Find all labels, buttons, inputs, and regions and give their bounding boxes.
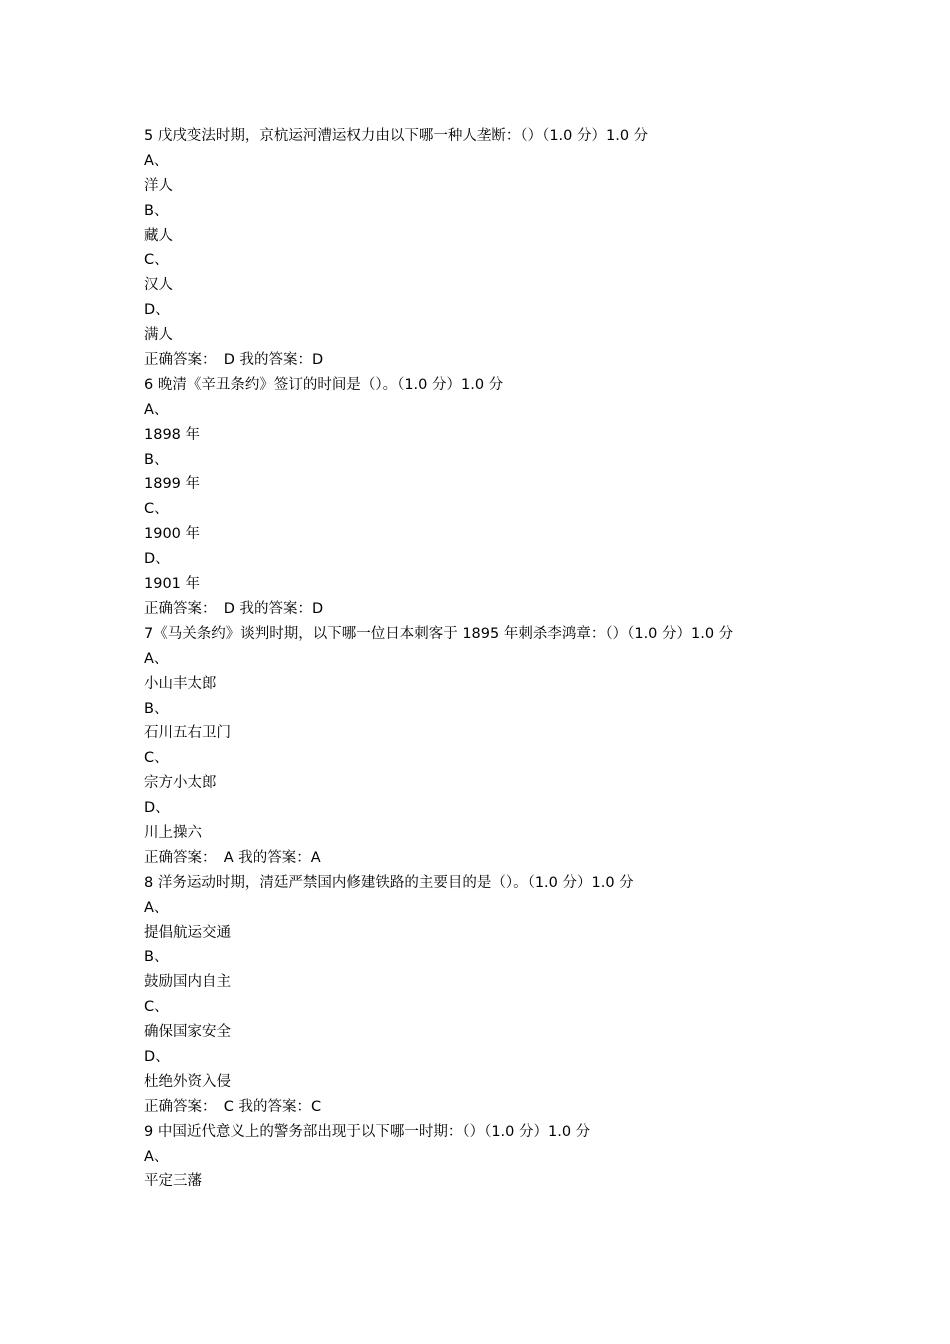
option-letter: A、 bbox=[144, 152, 169, 169]
option-text: 洋人 bbox=[144, 177, 173, 194]
question-stem: 9 中国近代意义上的警务部出现于以下哪一时期：（）（1.0 分）1.0 分 bbox=[144, 1123, 591, 1140]
question-8 bbox=[144, 871, 824, 1120]
answer-line: 正确答案： D 我的答案：D bbox=[144, 352, 324, 369]
question-7 bbox=[144, 622, 824, 871]
option-text: 1898 年 bbox=[144, 426, 201, 443]
option-text: 1900 年 bbox=[144, 526, 201, 543]
answer-line: 正确答案： D 我的答案：D bbox=[144, 600, 324, 617]
option-letter: C、 bbox=[144, 750, 169, 767]
option-letter: C、 bbox=[144, 501, 169, 518]
option-letter: B、 bbox=[144, 451, 169, 468]
question-6 bbox=[144, 373, 824, 622]
option-text: 1899 年 bbox=[144, 476, 201, 493]
option-text: 确保国家安全 bbox=[144, 1024, 231, 1041]
option-text: 鼓励国内自主 bbox=[144, 974, 231, 991]
option-letter: A、 bbox=[144, 401, 169, 418]
question-stem: 6 晚清《辛丑条约》签订的时间是（）。（1.0 分）1.0 分 bbox=[144, 376, 504, 393]
option-letter: B、 bbox=[144, 949, 169, 966]
option-text: 川上操六 bbox=[144, 824, 202, 841]
option-letter: B、 bbox=[144, 700, 169, 717]
option-text: 满人 bbox=[144, 327, 173, 344]
answer-line: 正确答案： A 我的答案：A bbox=[144, 849, 321, 866]
option-letter: A、 bbox=[144, 1148, 169, 1165]
question-stem: 7《马关条约》谈判时期，以下哪一位日本刺客于 1895 年刺杀李鸿章：（）（1.0 分）1.0 分 bbox=[144, 625, 734, 642]
option-letter: D、 bbox=[144, 1048, 170, 1065]
option-letter: C、 bbox=[144, 999, 169, 1016]
option-letter: A、 bbox=[144, 650, 169, 667]
option-letter: C、 bbox=[144, 252, 169, 269]
question-5 bbox=[144, 124, 824, 373]
answer-line: 正确答案： C 我的答案：C bbox=[144, 1098, 322, 1115]
question-stem: 5 戊戌变法时期，京杭运河漕运权力由以下哪一种人垄断：（）（1.0 分）1.0 分 bbox=[144, 128, 649, 144]
option-text: 藏人 bbox=[144, 227, 173, 244]
option-text: 小山丰太郎 bbox=[144, 675, 217, 692]
option-letter: A、 bbox=[144, 899, 169, 916]
option-text: 汉人 bbox=[144, 277, 173, 294]
option-letter: D、 bbox=[144, 302, 170, 319]
question-stem: 8 洋务运动时期，清廷严禁国内修建铁路的主要目的是（）。（1.0 分）1.0 分 bbox=[144, 874, 634, 891]
document-body bbox=[144, 124, 824, 1194]
option-letter: D、 bbox=[144, 551, 170, 568]
option-text: 1901 年 bbox=[144, 576, 201, 593]
option-letter: D、 bbox=[144, 800, 170, 817]
option-text: 宗方小太郎 bbox=[144, 775, 217, 792]
option-text: 平定三藩 bbox=[144, 1173, 202, 1190]
option-text: 石川五右卫门 bbox=[144, 725, 231, 742]
question-9 bbox=[144, 1120, 824, 1195]
option-text: 杜绝外资入侵 bbox=[144, 1073, 231, 1090]
option-text: 提倡航运交通 bbox=[144, 924, 231, 941]
option-letter: B、 bbox=[144, 202, 169, 219]
